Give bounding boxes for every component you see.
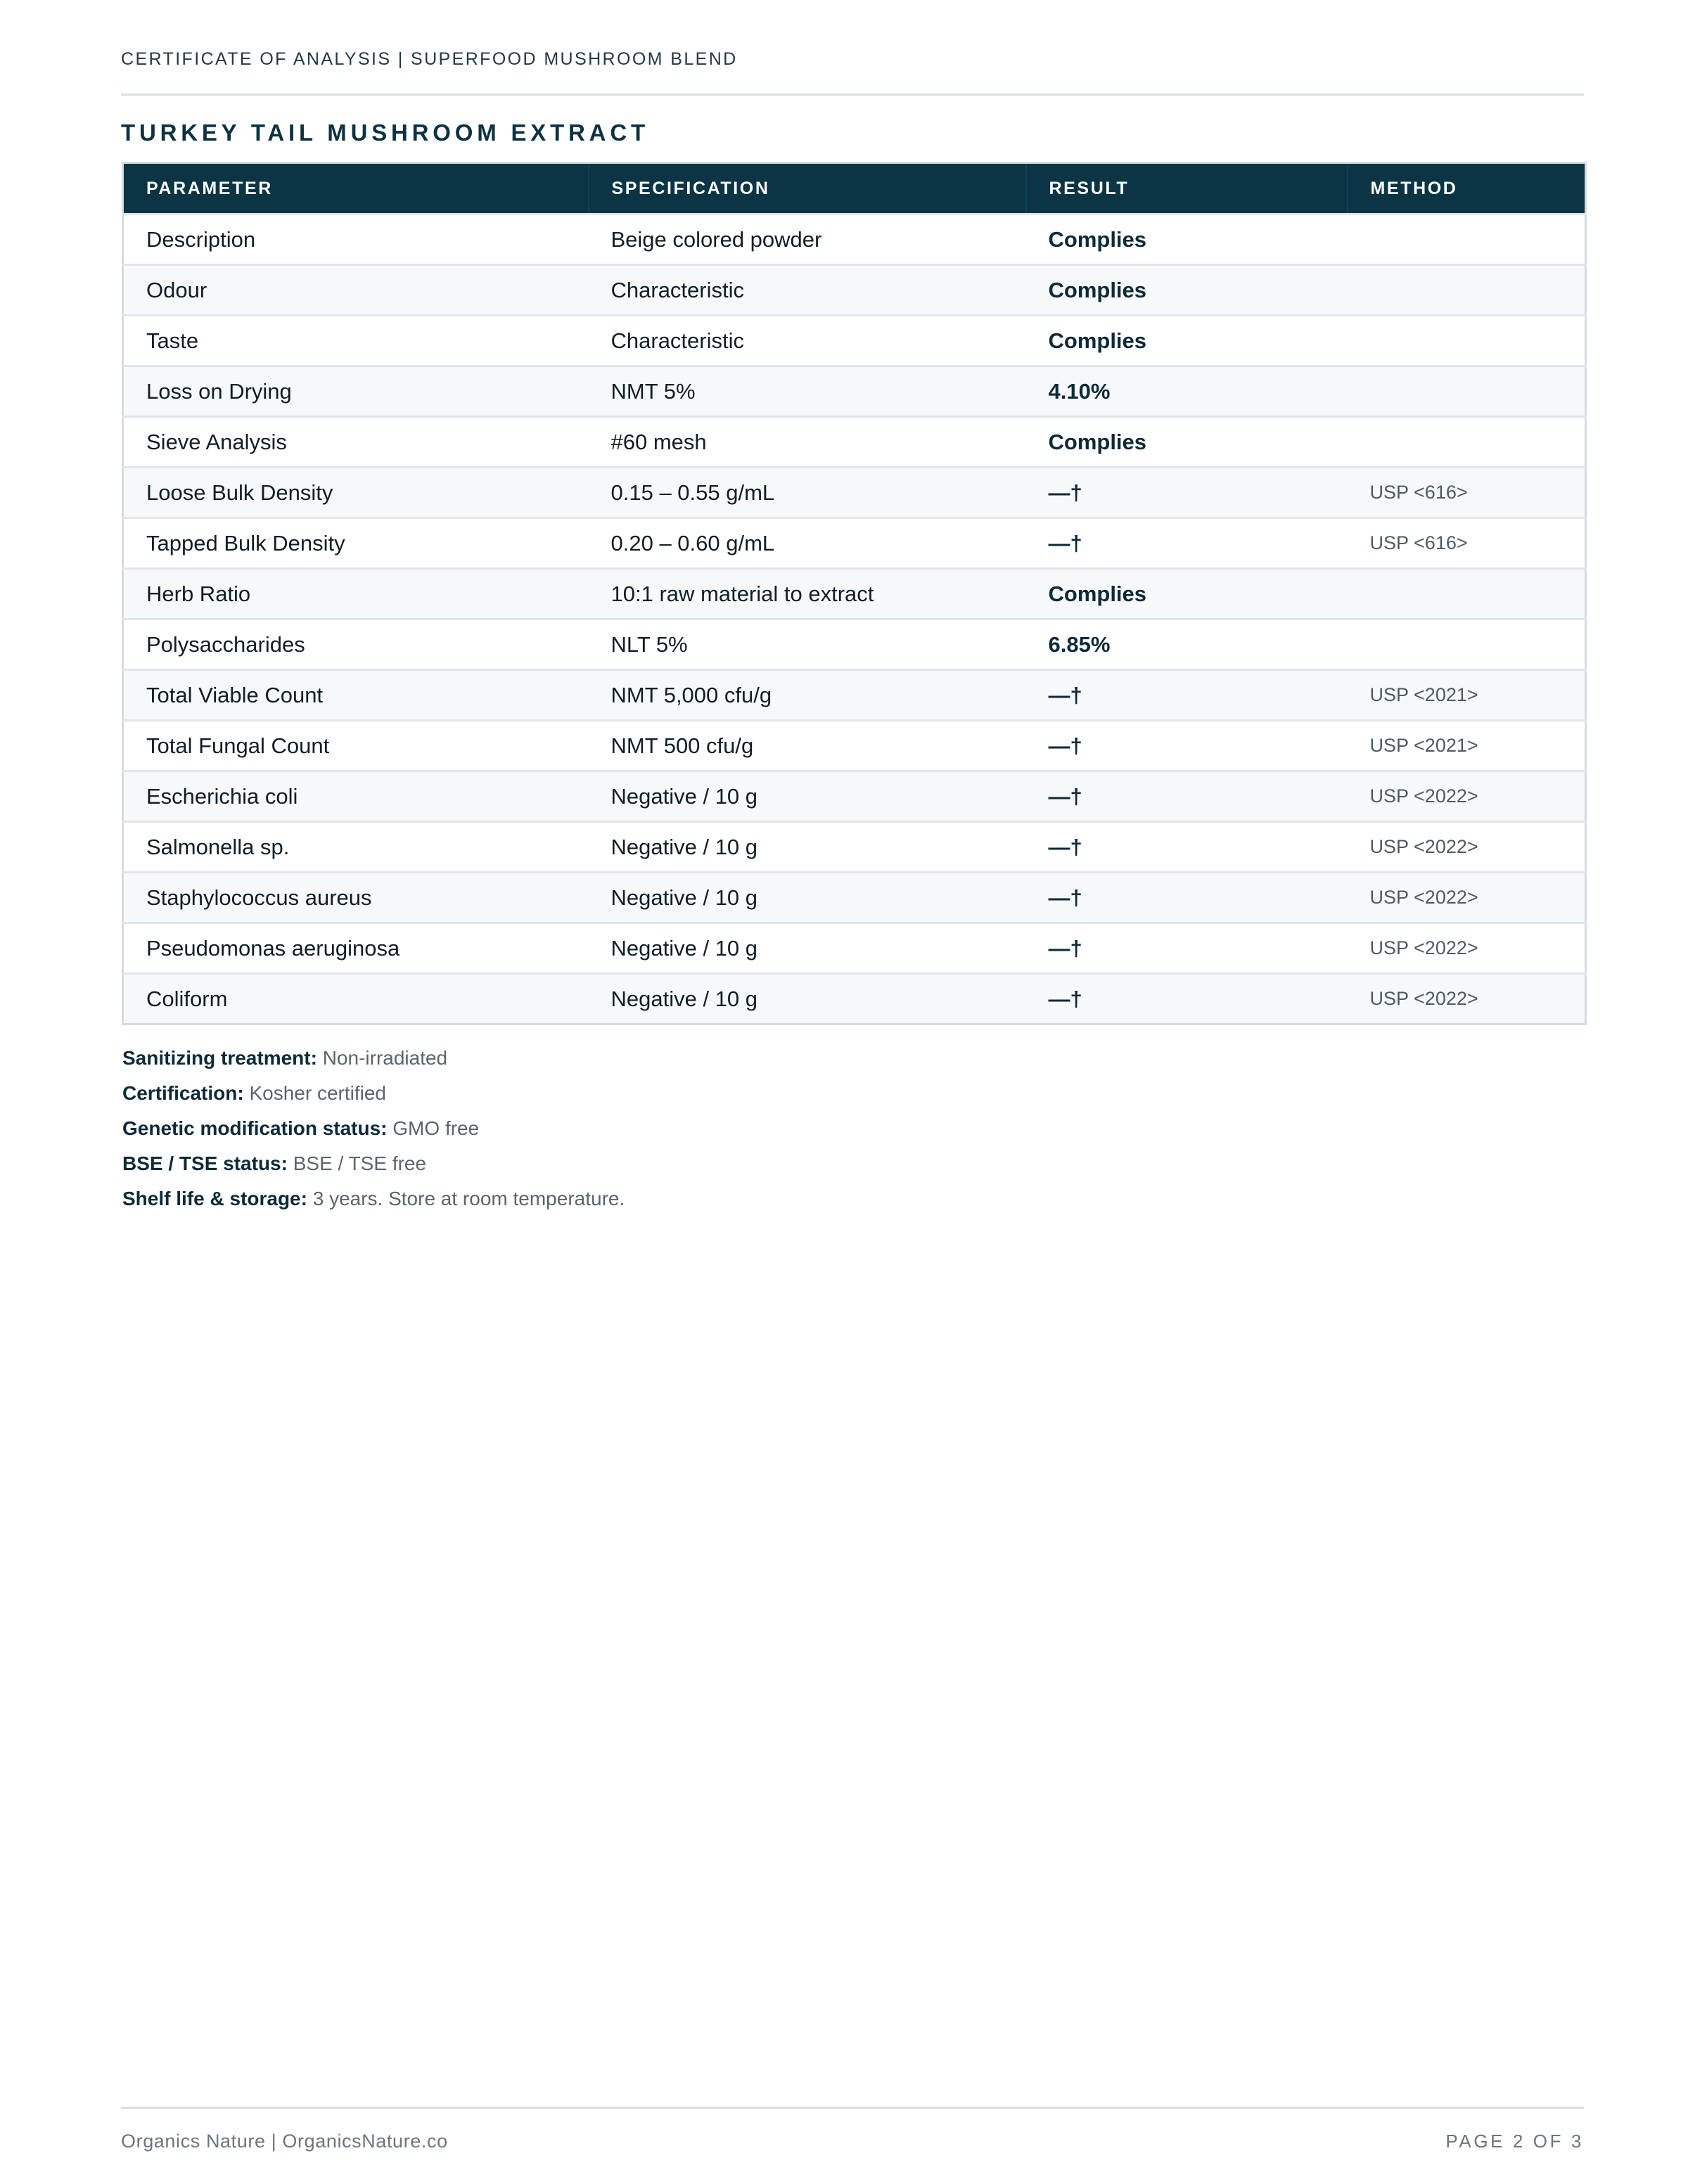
table-row [123, 771, 1586, 822]
cell-specification: NLT 5% [589, 619, 1026, 670]
cell-method: USP <616> [1348, 518, 1586, 569]
note-label: Certification: [122, 1082, 244, 1104]
specification-table [122, 162, 1587, 1025]
note-label: BSE / TSE status: [122, 1152, 288, 1174]
table-row [123, 974, 1586, 1024]
cell-specification: Negative / 10 g [589, 822, 1026, 873]
table-body [123, 214, 1586, 1024]
cell-parameter: Tapped Bulk Density [123, 518, 589, 569]
cell-method: USP <2021> [1348, 670, 1586, 721]
footer-divider [121, 2107, 1584, 2109]
document-header: CERTIFICATE OF ANALYSIS | SUPERFOOD MUSHROOM BLEND [121, 49, 738, 69]
cell-parameter: Odour [123, 265, 589, 316]
cell-result: —† [1026, 974, 1348, 1024]
section-title: TURKEY TAIL MUSHROOM EXTRACT [121, 120, 649, 146]
cell-specification: Characteristic [589, 316, 1026, 366]
table-row [123, 366, 1586, 417]
cell-parameter: Pseudomonas aeruginosa [123, 923, 589, 974]
cell-result: —† [1026, 670, 1348, 721]
table-row [123, 923, 1586, 974]
note-line [122, 1041, 625, 1076]
column-header-specification: SPECIFICATION [589, 163, 1026, 214]
note-label: Genetic modification status: [122, 1117, 388, 1139]
page-number: PAGE 2 OF 3 [1445, 2131, 1584, 2152]
cell-result: Complies [1026, 316, 1348, 366]
cell-result: —† [1026, 721, 1348, 771]
note-label: Shelf life & storage: [122, 1188, 307, 1209]
cell-result: Complies [1026, 214, 1348, 265]
note-label: Sanitizing treatment: [122, 1047, 317, 1069]
cell-specification: 0.20 – 0.60 g/mL [589, 518, 1026, 569]
cell-parameter: Staphylococcus aureus [123, 873, 589, 923]
cell-method [1348, 366, 1586, 417]
cell-result: 4.10% [1026, 366, 1348, 417]
cell-method: USP <2021> [1348, 721, 1586, 771]
table-row [123, 417, 1586, 468]
cell-parameter: Escherichia coli [123, 771, 589, 822]
column-header-result: RESULT [1026, 163, 1348, 214]
cell-parameter: Total Fungal Count [123, 721, 589, 771]
cell-parameter: Description [123, 214, 589, 265]
cell-method: USP <616> [1348, 468, 1586, 518]
cell-method: USP <2022> [1348, 923, 1586, 974]
cell-specification: Negative / 10 g [589, 923, 1026, 974]
note-value: GMO free [392, 1117, 480, 1139]
table-row [123, 670, 1586, 721]
table-row [123, 265, 1586, 316]
cell-method: USP <2022> [1348, 974, 1586, 1024]
cell-method [1348, 316, 1586, 366]
note-line [122, 1146, 625, 1181]
header-divider [121, 94, 1584, 96]
note-line [122, 1181, 625, 1216]
cell-result: —† [1026, 468, 1348, 518]
cell-specification: Negative / 10 g [589, 974, 1026, 1024]
cell-result: —† [1026, 873, 1348, 923]
cell-method: USP <2022> [1348, 771, 1586, 822]
table-row [123, 569, 1586, 619]
cell-method: USP <2022> [1348, 873, 1586, 923]
column-header-method: METHOD [1348, 163, 1586, 214]
table-row [123, 619, 1586, 670]
cell-parameter: Taste [123, 316, 589, 366]
column-header-parameter: PARAMETER [123, 163, 589, 214]
note-value: Non-irradiated [322, 1047, 448, 1069]
cell-result: —† [1026, 518, 1348, 569]
table-header-row [123, 163, 1586, 214]
cell-parameter: Coliform [123, 974, 589, 1024]
cell-specification: Beige colored powder [589, 214, 1026, 265]
table-row [123, 214, 1586, 265]
cell-parameter: Loose Bulk Density [123, 468, 589, 518]
cell-result: —† [1026, 822, 1348, 873]
cell-method [1348, 417, 1586, 468]
cell-method [1348, 214, 1586, 265]
cell-specification: Negative / 10 g [589, 873, 1026, 923]
cell-parameter: Total Viable Count [123, 670, 589, 721]
table-row [123, 518, 1586, 569]
cell-parameter: Polysaccharides [123, 619, 589, 670]
cell-specification: 0.15 – 0.55 g/mL [589, 468, 1026, 518]
cell-parameter: Salmonella sp. [123, 822, 589, 873]
cell-specification: Negative / 10 g [589, 771, 1026, 822]
cell-specification: Characteristic [589, 265, 1026, 316]
table-row [123, 873, 1586, 923]
cell-specification: NMT 500 cfu/g [589, 721, 1026, 771]
cell-specification: NMT 5% [589, 366, 1026, 417]
cell-parameter: Herb Ratio [123, 569, 589, 619]
table-row [123, 316, 1586, 366]
cell-result: Complies [1026, 265, 1348, 316]
note-value: Kosher certified [249, 1082, 387, 1104]
cell-parameter: Loss on Drying [123, 366, 589, 417]
cell-method [1348, 265, 1586, 316]
note-value: 3 years. Store at room temperature. [312, 1188, 625, 1209]
product-notes [122, 1041, 625, 1216]
note-line [122, 1111, 625, 1146]
footer-company: Organics Nature | OrganicsNature.co [121, 2131, 448, 2152]
cell-result: —† [1026, 923, 1348, 974]
note-value: BSE / TSE free [293, 1152, 427, 1174]
table-row [123, 468, 1586, 518]
table-row [123, 721, 1586, 771]
cell-specification: 10:1 raw material to extract [589, 569, 1026, 619]
cell-specification: NMT 5,000 cfu/g [589, 670, 1026, 721]
cell-result: 6.85% [1026, 619, 1348, 670]
cell-result: Complies [1026, 417, 1348, 468]
cell-parameter: Sieve Analysis [123, 417, 589, 468]
table-row [123, 822, 1586, 873]
cell-method [1348, 569, 1586, 619]
cell-result: —† [1026, 771, 1348, 822]
cell-result: Complies [1026, 569, 1348, 619]
note-line [122, 1076, 625, 1111]
cell-method [1348, 619, 1586, 670]
table-header [123, 163, 1586, 214]
cell-method: USP <2022> [1348, 822, 1586, 873]
cell-specification: #60 mesh [589, 417, 1026, 468]
